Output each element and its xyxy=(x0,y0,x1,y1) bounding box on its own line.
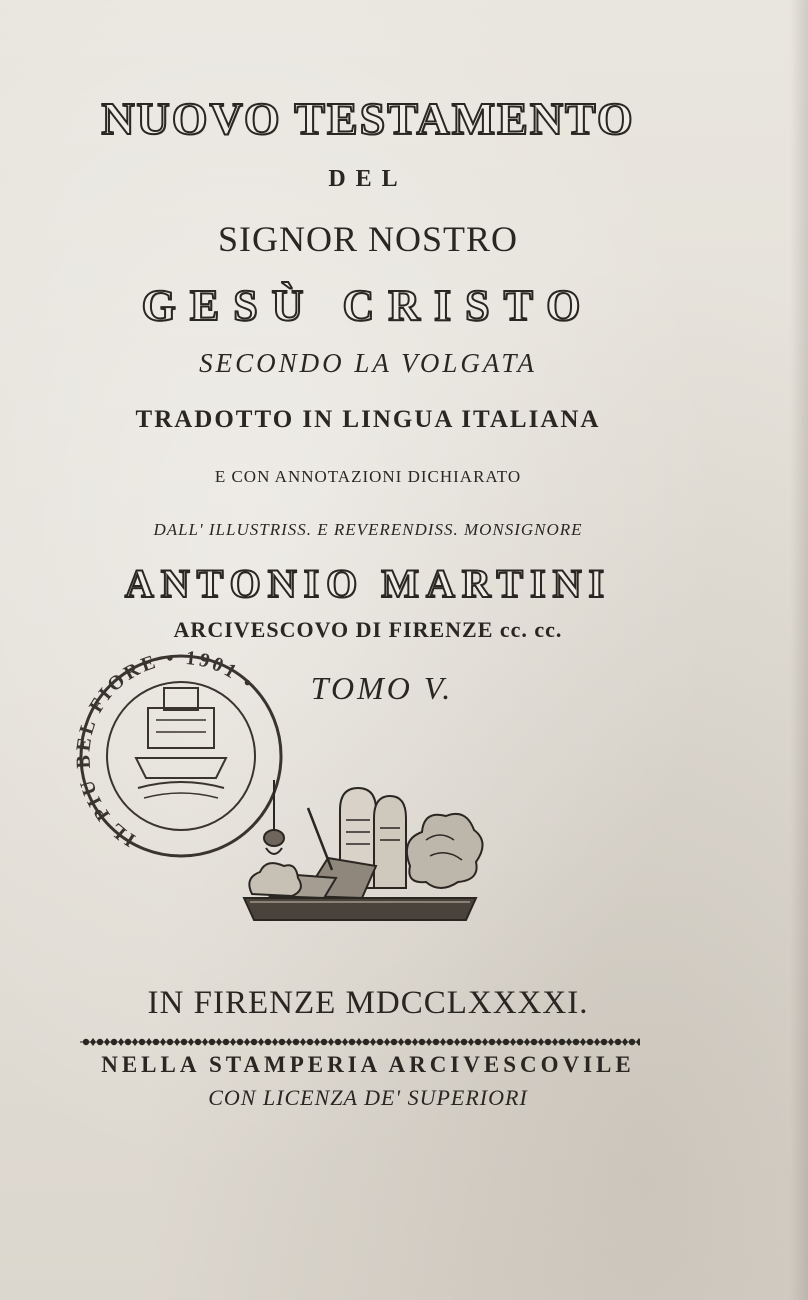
printers-vignette-icon xyxy=(240,770,490,930)
title-line-8: DALL' ILLUSTRISS. E REVERENDISS. MONSIGNORE xyxy=(153,520,583,539)
title-line-2: DEL xyxy=(328,166,408,192)
author-name: ANTONIO MARTINI xyxy=(124,561,612,606)
title-line-5: SECONDO LA VOLGATA xyxy=(199,348,537,378)
author-title: ARCIVESCOVO DI FIRENZE cc. cc. xyxy=(173,617,563,642)
title-line-3: SIGNOR NOSTRO xyxy=(217,219,519,259)
volume-number: TOMO V. xyxy=(310,670,454,706)
imprint-place-date: IN FIRENZE MDCCLXXXXI. xyxy=(147,985,589,1021)
printer-line: NELLA STAMPERIA ARCIVESCOVILE xyxy=(101,1052,635,1077)
svg-text:IL PIU BEL FIORE • 1901 •: IL PIU BEL FIORE • 1901 • xyxy=(72,648,260,851)
title-line-7: E CON ANNOTAZIONI DICHIARATO xyxy=(214,467,522,486)
title-line-1: NUOVO TESTAMENTO xyxy=(101,93,635,144)
title-line-4: GESÙ CRISTO xyxy=(141,281,595,330)
title-line-6: TRADOTTO IN LINGUA ITALIANA xyxy=(135,406,601,433)
ornamental-rule-icon xyxy=(80,1034,640,1050)
license-line: CON LICENZA DE' SUPERIORI xyxy=(208,1085,528,1110)
page-edge-shadow xyxy=(790,0,808,1300)
